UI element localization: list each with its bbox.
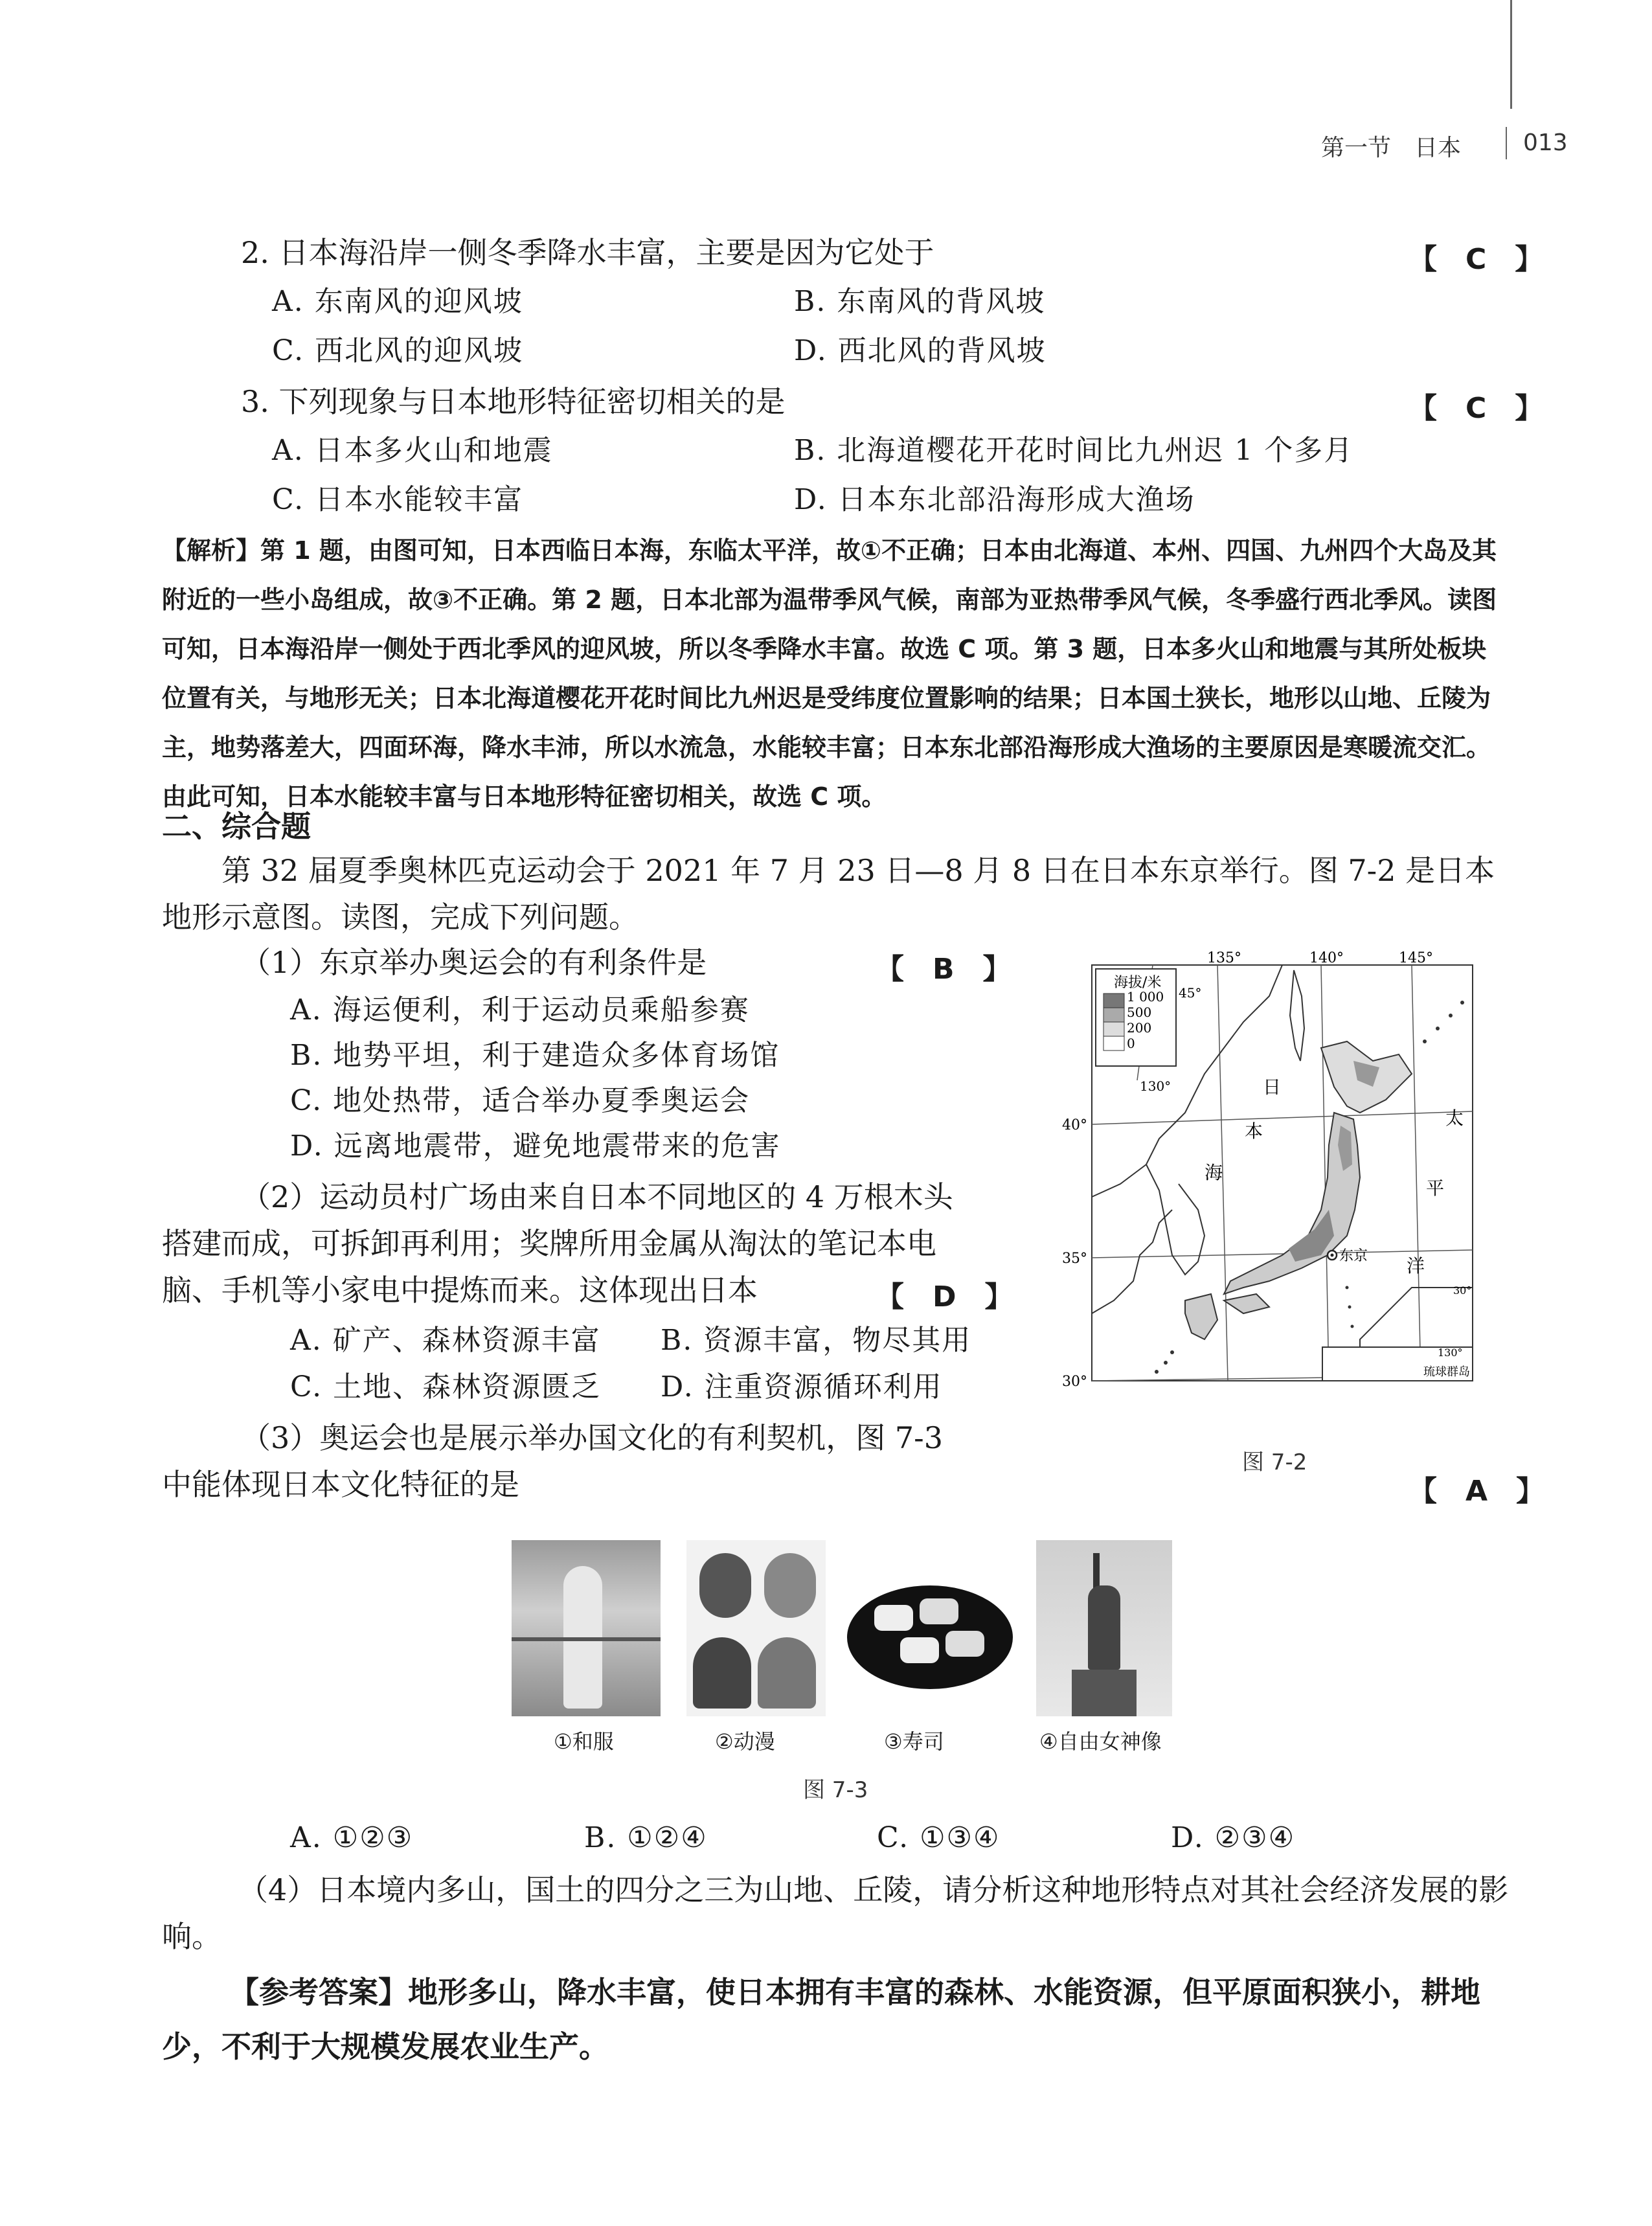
q3-answer: 【 C 】: [1409, 392, 1544, 425]
sq4-text: （4）日本境内多山，国土的四分之三为山地、丘陵，请分析这种地形特点对其社会经济发展的影响。: [162, 1872, 1509, 1954]
q2-option-b: B. 东南风的背风坡: [794, 285, 1046, 318]
map-sea-char-2: 本: [1245, 1120, 1263, 1142]
map-city-tokyo: 东京: [1339, 1248, 1368, 1264]
map-lon-130: 130°: [1140, 1078, 1171, 1094]
sq1-option-a: A. 海运便利，利于运动员乘船参赛: [290, 994, 750, 1027]
photo-sushi: [842, 1540, 1020, 1716]
q2-answer: 【 C 】: [1409, 243, 1544, 276]
q3-option-c: C. 日本水能较丰富: [272, 483, 524, 516]
map-lat-45: 45°: [1179, 985, 1202, 1001]
fig73-label-statue: ④自由女神像: [1039, 1729, 1162, 1754]
sq1-option-b: B. 地势平坦，利于建造众多体育场馆: [290, 1039, 780, 1072]
japan-terrain-map: [1062, 950, 1489, 1404]
map-lat-40: 40°: [1062, 1117, 1087, 1133]
fig73-label-sushi: ③寿司: [884, 1729, 944, 1754]
map-sea-char-3: 海: [1205, 1162, 1223, 1183]
map-legend-level-200: 200: [1127, 1020, 1152, 1036]
sq3-option-b: B. ①②④: [584, 1821, 708, 1854]
sq2-option-b: B. 资源丰富，物尽其用: [661, 1324, 972, 1357]
sq3-option-c: C. ①③④: [877, 1821, 1001, 1854]
reference-answer: 【参考答案】地形多山，降水丰富，使日本拥有丰富的森林、水能资源，但平原面积狭小，耕地少，不利于大规模发展农业生产。: [162, 1975, 1480, 2064]
map-lon-135: 135°: [1207, 950, 1241, 966]
fig73-label-kimono: ①和服: [554, 1729, 614, 1754]
q2-stem: 2. 日本海沿岸一侧冬季降水丰富，主要是因为它处于: [241, 235, 934, 270]
sq3-line-1: （3）奥运会也是展示举办国文化的有利契机，图 7-3: [241, 1420, 943, 1455]
map-lat-30: 30°: [1062, 1374, 1087, 1390]
map-inset-lat: 30°: [1453, 1284, 1472, 1297]
map-ocean-char-1: 太: [1445, 1107, 1464, 1129]
map-ocean-char-2: 平: [1426, 1177, 1445, 1199]
figure-7-2-map: [1062, 950, 1489, 1404]
map-sea-char-1: 日: [1263, 1076, 1282, 1098]
header-section-title: 第一节 日本: [1321, 135, 1462, 161]
q2-option-c: C. 西北风的迎风坡: [272, 334, 524, 367]
sq1-answer: 【 B 】: [876, 953, 1012, 986]
q3-option-a: A. 日本多火山和地震: [272, 434, 553, 467]
map-legend-level-0: 0: [1127, 1036, 1135, 1051]
photo-statue-of-liberty: [1036, 1540, 1172, 1716]
figure-7-3-caption: 图 7-3: [803, 1777, 868, 1803]
header-divider: [1506, 127, 1507, 159]
header-rule-vertical: [1510, 0, 1512, 109]
sq2-option-c: C. 土地、森林资源匮乏: [290, 1370, 602, 1403]
photo-kimono: [512, 1540, 661, 1716]
sq1-option-d: D. 远离地震带，避免地震带来的危害: [290, 1130, 781, 1163]
map-ocean-char-3: 洋: [1407, 1255, 1425, 1277]
map-lon-140: 140°: [1309, 950, 1344, 966]
analysis-paragraph: 【解析】第 1 题，由图可知，日本西临日本海，东临太平洋，故①不正确；日本由北海道、本州、四国、九州四个大岛及其附近的一些小岛组成，故③不正确。第 2 题，日本北部为温带季风气候，南部为亚热带季风气候，冬季盛行西北季风。读图可知，日本海沿岸一侧处于西北季风的迎风坡，所以冬季降水丰富。故选 C 项。第 3 题，日本多火山和地震与其所处板块位置有关，与地形无关；日本北海道樱花开花时间比九州迟是受纬度位置影响的结果；日本国土狭长，地形以山地、丘陵为主，地势落差大，四面环海，降水丰沛，所以水流急，水能较丰富；日本东北部沿海形成大渔场的主要原因是寒暖流交汇。由此可知，日本水能较丰富与日本地形特征密切相关，故选 C 项。: [162, 536, 1497, 811]
sq2-option-a: A. 矿产、森林资源丰富: [290, 1324, 601, 1357]
q3-stem: 3. 下列现象与日本地形特征密切相关的是: [241, 384, 786, 419]
sq2-line-2: 搭建而成，可拆卸再利用；奖牌所用金属从淘汰的笔记本电: [162, 1226, 936, 1261]
page-number: 013: [1523, 130, 1568, 156]
map-legend-level-500: 500: [1127, 1005, 1152, 1020]
intro-paragraph: 第 32 届夏季奥林匹克运动会于 2021 年 7 月 23 日—8 月 8 日在日本东京举行。图 7-2 是日本地形示意图。读图，完成下列问题。: [162, 853, 1495, 935]
q3-option-d: D. 日本东北部沿海形成大渔场: [794, 483, 1195, 516]
q2-option-d: D. 西北风的背风坡: [794, 334, 1047, 367]
map-lon-145: 145°: [1399, 950, 1433, 966]
sq1-stem: （1）东京举办奥运会的有利条件是: [241, 945, 707, 980]
sq3-answer: 【 A 】: [1409, 1475, 1545, 1508]
q3-option-b: B. 北海道樱花开花时间比九州迟 1 个多月: [794, 434, 1354, 467]
figure-7-2-caption: 图 7-2: [1242, 1449, 1307, 1475]
photo-anime: [686, 1540, 826, 1716]
map-legend-title: 海拔/米: [1114, 975, 1162, 991]
q2-option-a: A. 东南风的迎风坡: [272, 285, 523, 318]
sq2-option-d: D. 注重资源循环利用: [661, 1370, 943, 1403]
map-inset-lon: 130°: [1438, 1346, 1463, 1359]
sq3-option-d: D. ②③④: [1171, 1821, 1296, 1854]
sq2-answer: 【 D 】: [876, 1280, 1013, 1313]
map-legend-level-1000: 1 000: [1127, 989, 1164, 1005]
sq3-option-a: A. ①②③: [290, 1821, 414, 1854]
map-island-label: 琉球群岛: [1423, 1365, 1470, 1379]
section-2-title: 二、综合题: [162, 809, 311, 844]
sq1-option-c: C. 地处热带，适合举办夏季奥运会: [290, 1084, 751, 1117]
map-lat-35: 35°: [1062, 1251, 1087, 1267]
sq2-line-3: 脑、手机等小家电中提炼而来。这体现出日本: [162, 1273, 758, 1308]
sq3-line-2: 中能体现日本文化特征的是: [162, 1467, 519, 1502]
sq2-line-1: （2）运动员村广场由来自日本不同地区的 4 万根木头: [241, 1179, 953, 1214]
fig73-label-anime: ②动漫: [715, 1729, 775, 1754]
